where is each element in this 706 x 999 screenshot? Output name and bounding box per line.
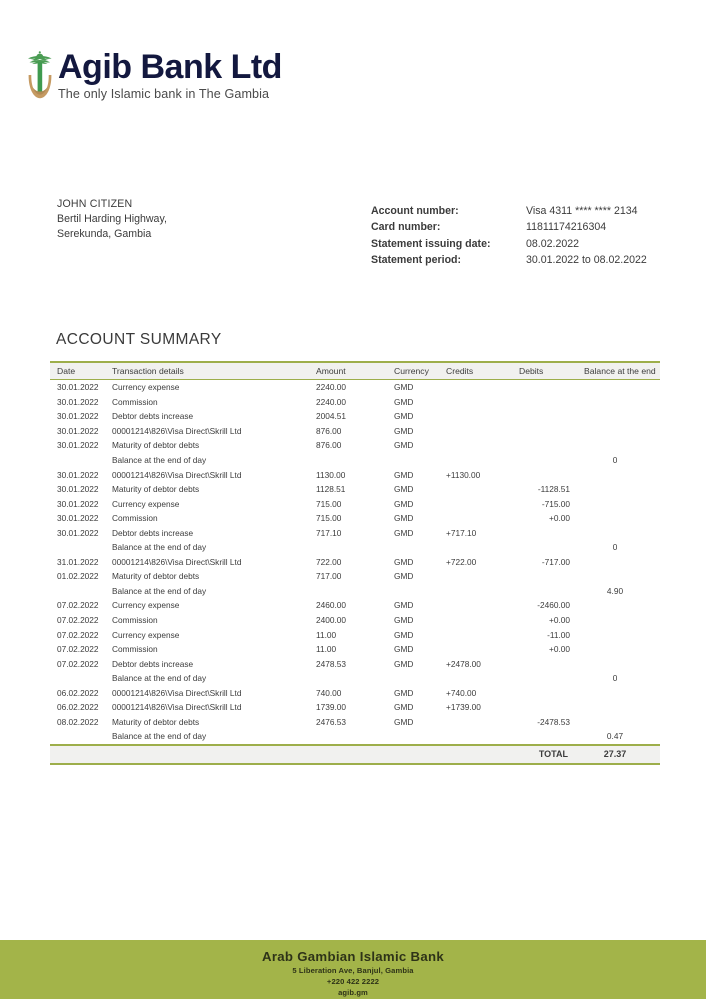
balance-end-of-day-row	[50, 671, 660, 686]
table-row	[50, 482, 660, 497]
cell-date: 01.02.2022	[57, 571, 99, 582]
cell-debits: -2460.00	[537, 600, 570, 611]
cell-date: 30.01.2022	[57, 513, 99, 524]
cell-details: Currency expense	[112, 498, 180, 509]
page-footer	[0, 940, 706, 999]
cell-currency: GMD	[394, 469, 414, 480]
cell-currency: GMD	[394, 629, 414, 640]
table-header-row	[50, 363, 660, 379]
logo-title: Agib Bank Ltd	[58, 48, 282, 86]
cell-credits: +1130.00	[446, 469, 481, 480]
cell-currency: GMD	[394, 382, 414, 393]
cell-credits: +717.10	[446, 527, 477, 538]
footer-address: 5 Liberation Ave, Banjul, Gambia	[292, 966, 414, 975]
palm-crescent-emblem-icon	[24, 48, 56, 106]
balance-end-of-day-row	[50, 584, 660, 599]
cell-debits: -715.00	[541, 498, 570, 509]
cell-details: Balance at the end of day	[112, 542, 207, 553]
cell-currency: GMD	[394, 600, 414, 611]
cell-debits: +0.00	[549, 644, 570, 655]
cell-balance: 0	[612, 673, 618, 684]
cell-date: 30.01.2022	[57, 469, 99, 480]
cell-debits: +0.00	[549, 615, 570, 626]
cell-currency: GMD	[394, 513, 414, 524]
cell-date: 06.02.2022	[57, 702, 99, 713]
cell-currency: GMD	[394, 615, 414, 626]
cell-details: Commission	[112, 615, 158, 626]
column-header-balance: Balance at the end	[584, 365, 656, 376]
cell-currency: GMD	[394, 484, 414, 495]
card-number-value: 11811174216304	[526, 221, 607, 234]
statement-period-row	[371, 252, 647, 268]
cell-currency: GMD	[394, 716, 414, 727]
cell-details: Maturity of debtor debts	[112, 716, 200, 727]
table-row	[50, 598, 660, 613]
column-header-details: Transaction details	[112, 365, 184, 376]
account-number-row	[371, 203, 647, 219]
balance-end-of-day-row	[50, 540, 660, 555]
column-header-debits: Debits	[519, 365, 544, 376]
issuing-date-value: 08.02.2022	[526, 237, 580, 250]
customer-address-line-1: Bertil Harding Highway,	[57, 213, 167, 226]
cell-date: 30.01.2022	[57, 411, 99, 422]
cell-details: 00001214\826\Visa Direct\Skrill Ltd	[112, 687, 242, 698]
cell-debits: -11.00	[547, 629, 570, 640]
cell-details: 00001214\826\Visa Direct\Skrill Ltd	[112, 556, 242, 567]
cell-balance: 0	[612, 542, 618, 553]
cell-date: 08.02.2022	[57, 716, 99, 727]
table-row	[50, 685, 660, 700]
cell-balance: 0.47	[606, 731, 624, 742]
cell-currency: GMD	[394, 396, 414, 407]
cell-date: 31.01.2022	[57, 556, 99, 567]
table-row	[50, 525, 660, 540]
cell-details: Currency expense	[112, 600, 180, 611]
cell-amount: 1739.00	[316, 702, 346, 713]
column-header-currency: Currency	[394, 365, 429, 376]
column-header-credits: Credits	[446, 365, 474, 376]
cell-details: Currency expense	[112, 382, 180, 393]
cell-amount: 2240.00	[316, 396, 346, 407]
cell-credits: +2478.00	[446, 658, 481, 669]
table-row	[50, 511, 660, 526]
cell-amount: 715.00	[316, 513, 342, 524]
table-row	[50, 496, 660, 511]
table-row	[50, 613, 660, 628]
cell-currency: GMD	[394, 702, 414, 713]
cell-currency: GMD	[394, 440, 414, 451]
table-body	[50, 380, 660, 744]
cell-date: 07.02.2022	[57, 629, 99, 640]
cell-amount: 717.00	[316, 571, 342, 582]
cell-currency: GMD	[394, 498, 414, 509]
cell-currency: GMD	[394, 411, 414, 422]
cell-details: Debtor debts increase	[112, 527, 194, 538]
cell-currency: GMD	[394, 571, 414, 582]
cell-credits: +1739.00	[446, 702, 481, 713]
cell-date: 30.01.2022	[57, 382, 99, 393]
total-label: TOTAL	[538, 749, 568, 760]
column-header-amount: Amount	[316, 365, 346, 376]
footer-website: agib.gm	[338, 988, 368, 997]
cell-details: Commission	[112, 513, 158, 524]
logo-tagline: The only Islamic bank in The Gambia	[58, 86, 270, 101]
cell-amount: 740.00	[316, 687, 342, 698]
cell-details: Currency expense	[112, 629, 180, 640]
cell-currency: GMD	[394, 527, 414, 538]
table-row	[50, 555, 660, 570]
table-bottom-rule	[50, 763, 660, 765]
balance-end-of-day-row	[50, 453, 660, 468]
cell-currency: GMD	[394, 658, 414, 669]
cell-details: Balance at the end of day	[112, 673, 207, 684]
table-row	[50, 467, 660, 482]
cell-currency: GMD	[394, 644, 414, 655]
customer-name: JOHN CITIZEN	[57, 198, 133, 210]
card-number-row	[371, 219, 647, 235]
cell-date: 07.02.2022	[57, 658, 99, 669]
cell-details: 00001214\826\Visa Direct\Skrill Ltd	[112, 702, 242, 713]
cell-details: Maturity of debtor debts	[112, 484, 200, 495]
issuing-date-row	[371, 236, 647, 252]
cell-details: Maturity of debtor debts	[112, 440, 200, 451]
table-row	[50, 395, 660, 410]
table-total-row	[50, 746, 660, 763]
table-row	[50, 438, 660, 453]
cell-details: Debtor debts increase	[112, 411, 194, 422]
issuing-date-label: Statement issuing date:	[371, 237, 491, 250]
cell-date: 30.01.2022	[57, 440, 99, 451]
cell-debits: -1128.51	[537, 484, 570, 495]
cell-amount: 2476.53	[316, 716, 346, 727]
cell-details: Commission	[112, 644, 158, 655]
cell-date: 07.02.2022	[57, 600, 99, 611]
page-title: ACCOUNT SUMMARY	[56, 331, 222, 348]
cell-date: 07.02.2022	[57, 615, 99, 626]
table-row	[50, 424, 660, 439]
cell-credits: +722.00	[446, 556, 477, 567]
cell-currency: GMD	[394, 687, 414, 698]
cell-details: Balance at the end of day	[112, 455, 207, 465]
cell-details: Debtor debts increase	[112, 658, 194, 669]
cell-date: 30.01.2022	[57, 527, 99, 538]
cell-date: 06.02.2022	[57, 687, 99, 698]
card-number-label: Card number:	[371, 221, 441, 234]
statement-period-label: Statement period:	[371, 254, 462, 267]
cell-amount: 722.00	[316, 556, 342, 567]
cell-date: 07.02.2022	[57, 644, 99, 655]
total-value: 27.37	[603, 749, 627, 760]
cell-date: 30.01.2022	[57, 425, 99, 436]
customer-address-block	[57, 197, 167, 243]
statement-period-value: 30.01.2022 to 08.02.2022	[526, 254, 647, 267]
cell-details: Maturity of debtor debts	[112, 571, 200, 582]
cell-balance: 0	[612, 455, 618, 465]
cell-currency: GMD	[394, 425, 414, 436]
account-details-block	[371, 203, 647, 269]
cell-amount: 717.10	[316, 527, 342, 538]
cell-details: Balance at the end of day	[112, 585, 207, 596]
cell-amount: 2004.51	[316, 411, 346, 422]
cell-details: Commission	[112, 396, 158, 407]
cell-debits: -717.00	[541, 556, 570, 567]
balance-end-of-day-row	[50, 729, 660, 744]
cell-amount: 876.00	[316, 425, 342, 436]
cell-amount: 2478.53	[316, 658, 346, 669]
cell-debits: +0.00	[549, 513, 570, 524]
cell-date: 30.01.2022	[57, 484, 99, 495]
cell-balance: 4.90	[606, 585, 624, 596]
cell-amount: 1130.00	[316, 469, 346, 480]
cell-amount: 11.00	[316, 644, 337, 655]
table-row	[50, 409, 660, 424]
table-row	[50, 380, 660, 395]
cell-date: 30.01.2022	[57, 396, 99, 407]
cell-amount: 715.00	[316, 498, 342, 509]
customer-address-line-2: Serekunda, Gambia	[57, 228, 152, 241]
table-row	[50, 715, 660, 730]
bank-logo	[24, 48, 282, 106]
table-row	[50, 642, 660, 657]
account-number-label: Account number:	[371, 205, 459, 217]
cell-debits: -2478.53	[537, 716, 570, 727]
cell-amount: 11.00	[316, 629, 337, 640]
cell-details: 00001214\826\Visa Direct\Skrill Ltd	[112, 469, 242, 480]
cell-amount: 2460.00	[316, 600, 346, 611]
footer-bank-name: Arab Gambian Islamic Bank	[262, 949, 444, 964]
cell-credits: +740.00	[446, 687, 477, 698]
table-row	[50, 656, 660, 671]
footer-phone: +220 422 2222	[326, 977, 380, 986]
column-header-date: Date	[57, 365, 76, 376]
account-number-value: Visa 4311 **** **** 2134	[526, 205, 638, 217]
table-row	[50, 627, 660, 642]
cell-amount: 2400.00	[316, 615, 346, 626]
cell-currency: GMD	[394, 556, 414, 567]
cell-amount: 2240.00	[316, 382, 346, 393]
cell-date: 30.01.2022	[57, 498, 99, 509]
cell-amount: 876.00	[316, 440, 342, 451]
table-row	[50, 569, 660, 584]
table-row	[50, 700, 660, 715]
cell-details: Balance at the end of day	[112, 731, 207, 742]
cell-amount: 1128.51	[316, 484, 346, 495]
account-summary-table	[50, 361, 660, 765]
cell-details: 00001214\826\Visa Direct\Skrill Ltd	[112, 425, 242, 436]
